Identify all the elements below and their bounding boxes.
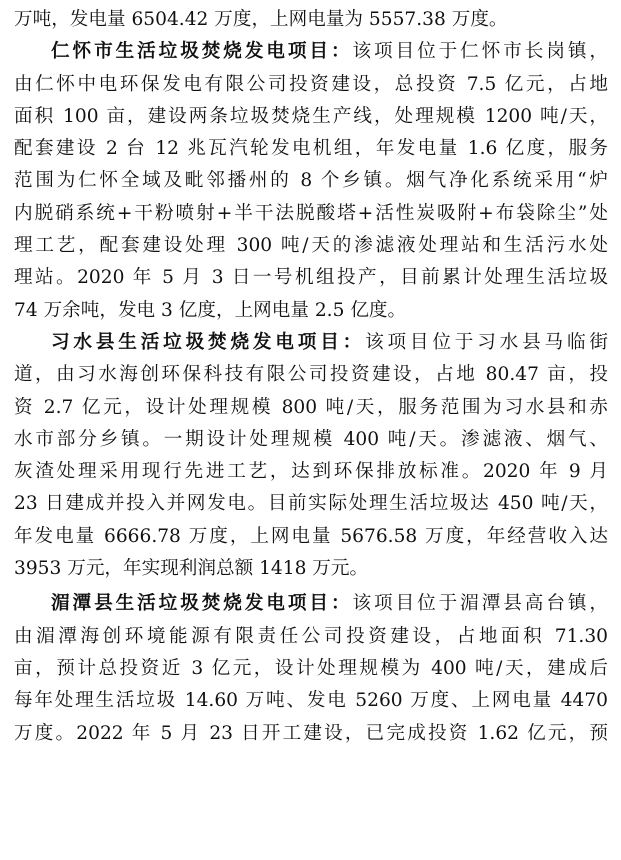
project-renhuai-line: 由仁怀中电环保发电有限公司投资建设，总投资 7.5 亿元，占地: [14, 73, 608, 95]
project-renhuai-text: 该项目位于仁怀市长岗镇，: [352, 41, 608, 63]
project-xishui-line: 23 日建成并投入并网发电。目前实际处理生活垃圾达 450 吨/天，: [14, 493, 608, 515]
project-renhuai-title: 仁怀市生活垃圾焚烧发电项目：: [51, 41, 353, 63]
project-renhuai-line: 范围为仁怀全域及毗邻播州的 8 个乡镇。烟气净化系统采用“炉: [14, 170, 608, 192]
project-meitan-line: 亩，预计总投资近 3 亿元，设计处理规模为 400 吨/天，建成后: [14, 657, 608, 679]
project-renhuai-line: 内脱硝系统+干粉喷射+半干法脱酸塔+活性炭吸附+布袋除尘”处: [14, 202, 608, 224]
project-renhuai-line: 面积 100 亩，建设两条垃圾焚烧生产线，处理规模 1200 吨/天，: [14, 105, 608, 127]
project-renhuai-line: 配套建设 2 台 12 兆瓦汽轮发电机组，年发电量 1.6 亿度，服务: [14, 138, 608, 160]
project-meitan-title: 湄潭县生活垃圾焚烧发电项目：: [51, 593, 353, 615]
project-xishui-title: 习水县生活垃圾焚烧发电项目：: [51, 331, 366, 353]
project-meitan-first-line: [14, 588, 608, 620]
project-renhuai-line: 理工艺，配套建设处理 300 吨/天的渗滤液处理站和生活污水处: [14, 235, 608, 257]
project-xishui-line: 灰渣处理采用现行先进工艺，达到环保排放标准。2020 年 9 月: [14, 461, 608, 483]
project-xishui-line: 道，由习水海创环保科技有限公司投资建设，占地 80.47 亩，投: [14, 364, 608, 386]
project-renhuai-first-line: [14, 36, 608, 68]
project-meitan-line: 由湄潭海创环境能源有限责任公司投资建设，占地面积 71.30: [14, 625, 608, 647]
project-xishui-line: 资 2.7 亿元，设计处理规模 800 吨/天，服务范围为习水县和赤: [14, 396, 608, 418]
project-renhuai-line: 74 万余吨，发电 3 亿度，上网电量 2.5 亿度。: [14, 299, 407, 321]
document-page: [14, 4, 608, 750]
intro-tail-line: 万吨，发电量 6504.42 万度，上网电量为 5557.38 万度。: [14, 9, 508, 30]
project-meitan-text: 该项目位于湄潭县高台镇，: [352, 593, 608, 615]
project-xishui-line: 3953 万元，年实现利润总额 1418 万元。: [14, 558, 369, 580]
project-xishui-line: 水市部分乡镇。一期设计处理规模 400 吨/天。渗滤液、烟气、: [14, 428, 608, 450]
project-meitan-line: 每年处理生活垃圾 14.60 万吨、发电 5260 万度、上网电量 4470: [14, 690, 608, 712]
project-meitan-line: 万度。2022 年 5 月 23 日开工建设，已完成投资 1.62 亿元，预: [14, 722, 608, 744]
project-xishui-line: 年发电量 6666.78 万度，上网电量 5676.58 万度，年经营收入达: [14, 525, 608, 547]
project-xishui-first-line: [14, 327, 608, 359]
project-xishui-text: 该项目位于习水县马临街: [365, 331, 608, 353]
project-renhuai-line: 理站。2020 年 5 月 3 日一号机组投产，目前累计处理生活垃圾: [14, 267, 608, 289]
